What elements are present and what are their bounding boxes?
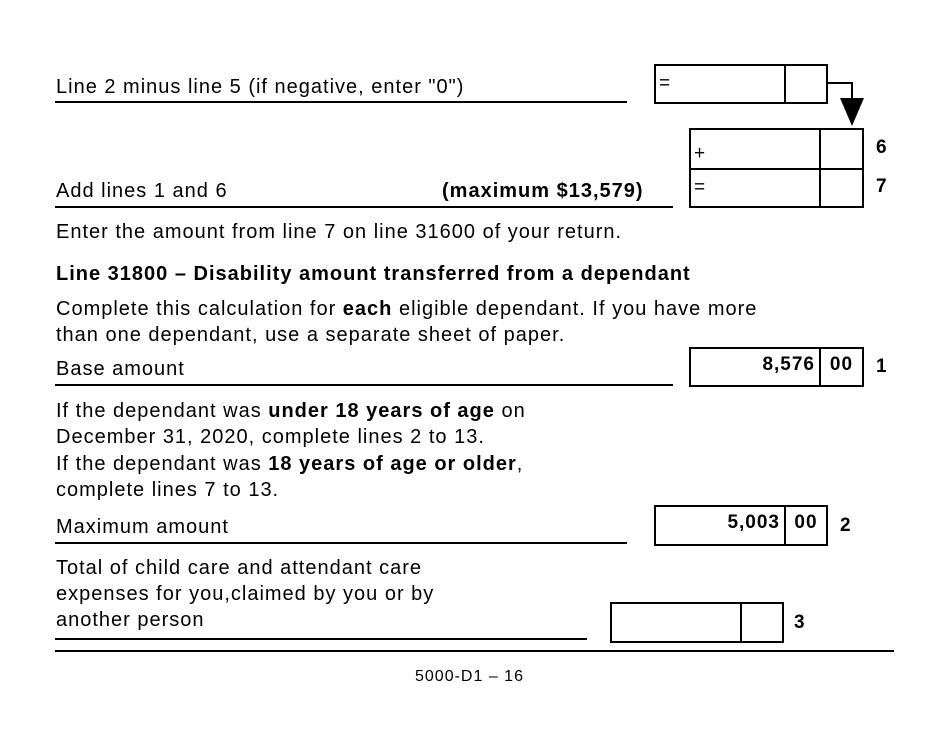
base-amount-dollars: 8,576 [691, 349, 821, 385]
condition-18-plus-line-2: complete lines 7 to 13. [56, 479, 280, 501]
base-amount-cents: 00 [829, 354, 854, 375]
cents-divider [819, 130, 821, 168]
line6-amount-field[interactable] [689, 128, 864, 170]
underline [55, 206, 673, 208]
care-expenses-amount-field[interactable] [610, 602, 784, 643]
cents-divider [740, 604, 742, 641]
condition-under-18-line-1: If the dependant was under 18 years of age on [56, 400, 526, 422]
add-lines-label: Add lines 1 and 6 [56, 180, 228, 202]
line-number-6: 6 [876, 137, 888, 158]
arrow-down-icon [826, 80, 876, 130]
underline [55, 542, 627, 544]
line-number-7: 7 [876, 176, 888, 197]
line-number-3: 3 [794, 612, 806, 633]
care-expenses-line-2: expenses for you,claimed by you or by [56, 583, 435, 605]
page-number: 5000-D1 – 16 [415, 668, 524, 685]
intro-line-1: Complete this calculation for each eligible dependant. If you have more [56, 298, 758, 320]
line-number-1: 1 [876, 356, 888, 377]
maximum-amount-field[interactable] [654, 505, 828, 546]
base-amount-field[interactable] [689, 347, 864, 387]
line2-minus-5-amount-field[interactable] [654, 64, 828, 104]
line-number-2: 2 [840, 515, 852, 536]
maximum-amount-label: Maximum amount [56, 516, 229, 538]
intro-line-2: than one dependant, use a separate sheet of paper. [56, 324, 566, 346]
underline [55, 101, 627, 103]
page-bottom-rule [55, 650, 894, 652]
condition-18-plus-line-1: If the dependant was 18 years of age or older, [56, 453, 524, 475]
line7-amount-field[interactable] [689, 168, 864, 208]
underline [55, 384, 673, 386]
condition-under-18-line-2: December 31, 2020, complete lines 2 to 13. [56, 426, 485, 448]
equals-sign: = [694, 177, 707, 198]
maximum-amount-cents: 00 [794, 512, 818, 533]
cents-divider [819, 170, 821, 206]
maximum-amount-dollars: 5,003 [656, 507, 786, 544]
care-expenses-line-3: another person [56, 609, 205, 631]
equals-sign: = [659, 73, 672, 94]
line2-minus-line5-label: Line 2 minus line 5 (if negative, enter "0") [56, 76, 465, 98]
base-amount-label: Base amount [56, 358, 185, 380]
section-heading: Line 31800 – Disability amount transferred from a dependant [56, 263, 691, 285]
plus-sign: + [694, 143, 707, 164]
enter-amount-instruction: Enter the amount from line 7 on line 31600 of your return. [56, 221, 623, 243]
cents-divider [784, 66, 786, 102]
maximum-note: (maximum $13,579) [442, 180, 644, 202]
underline [55, 638, 587, 640]
care-expenses-line-1: Total of child care and attendant care [56, 557, 422, 579]
